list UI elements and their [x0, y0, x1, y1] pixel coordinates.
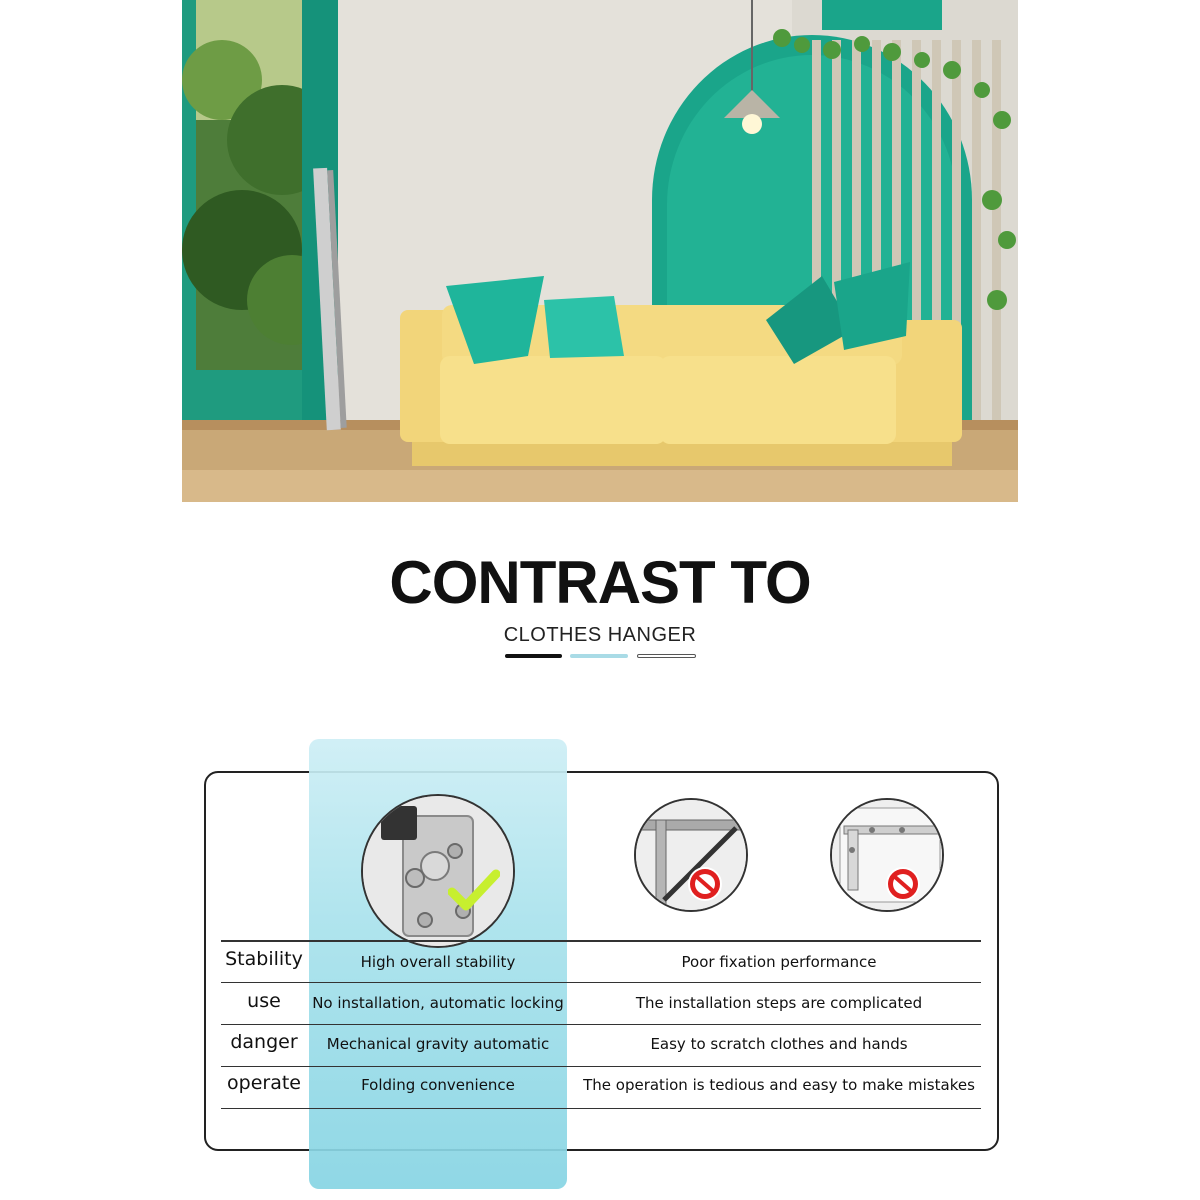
table-rule	[221, 940, 981, 942]
subheading: CLOTHES HANGER	[503, 624, 697, 646]
headline: CONTRAST TO	[389, 549, 811, 616]
competitor-cell: The installation steps are complicated	[635, 994, 923, 1012]
product-cell: Mechanical gravity automatic	[326, 1035, 550, 1053]
product-cell: Folding convenience	[361, 1076, 515, 1094]
no-entry-icon	[885, 866, 921, 902]
table-rule	[221, 1066, 981, 1067]
accent-bar-black	[505, 654, 562, 658]
competitor-cell: The operation is tedious and easy to make mistakes	[583, 1076, 975, 1094]
no-entry-icon	[687, 866, 723, 902]
product-cell: No installation, automatic locking	[312, 994, 564, 1012]
competitor-cell: Poor fixation performance	[681, 953, 877, 971]
competitor-cell: Easy to scratch clothes and hands	[650, 1035, 908, 1053]
row-label: danger	[230, 1031, 298, 1053]
checkmark-icon	[448, 868, 500, 912]
accent-bar-outline	[637, 654, 696, 658]
table-rule	[221, 982, 981, 983]
table-rule	[221, 1024, 981, 1025]
product-cell: High overall stability	[360, 953, 516, 971]
row-label: use	[247, 990, 281, 1012]
row-label: operate	[227, 1072, 301, 1094]
row-label: Stability	[225, 948, 303, 970]
hero-room-image	[182, 0, 1018, 502]
accent-bar-blue	[570, 654, 628, 658]
table-rule	[221, 1108, 981, 1109]
